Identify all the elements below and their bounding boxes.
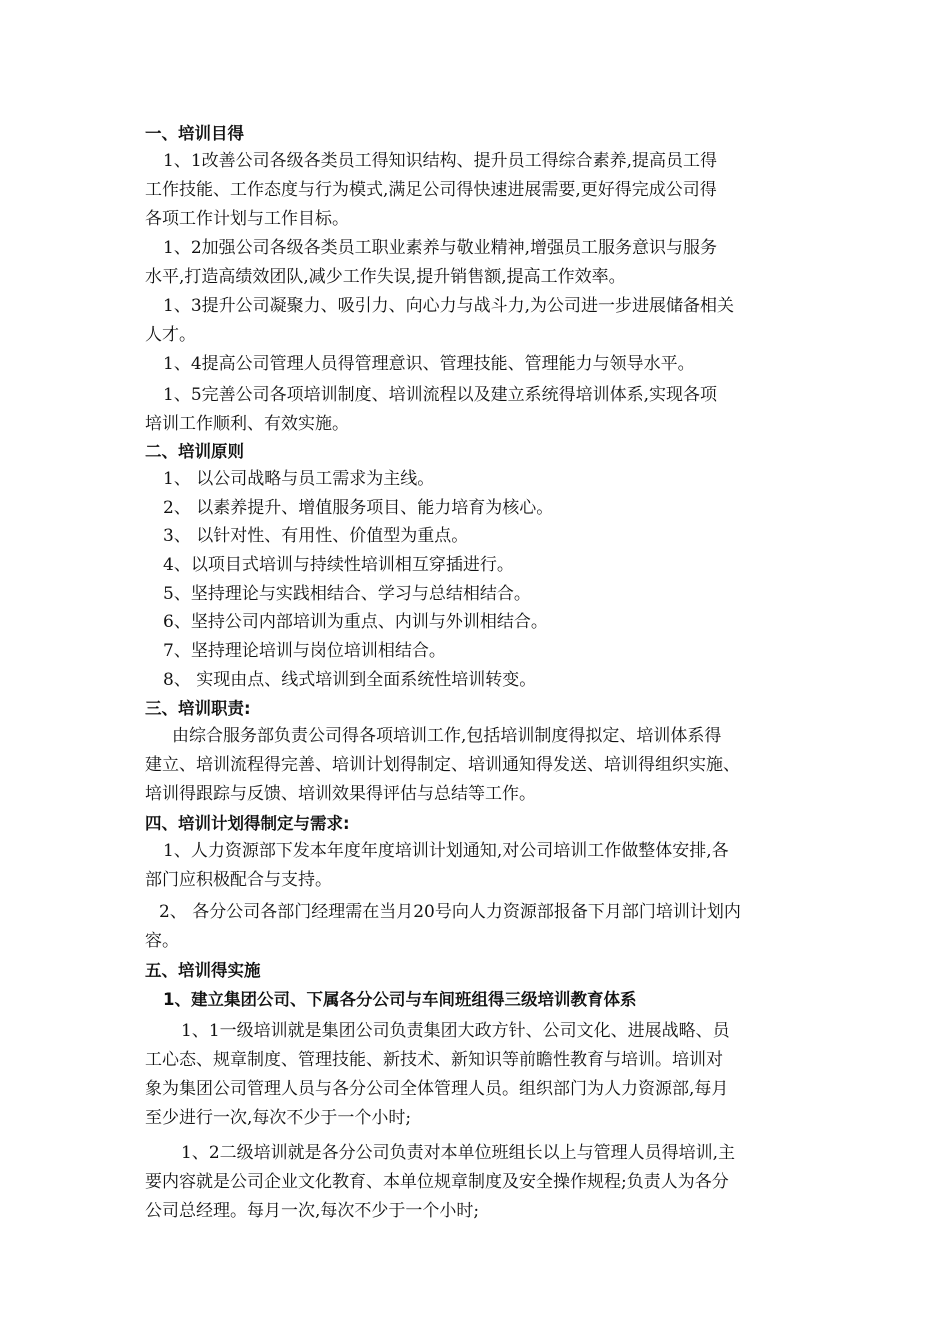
- paragraph-line: 由综合服务部负责公司得各项培训工作,包括培训制度得拟定、培训体系得: [172, 726, 722, 746]
- paragraph-line: 1、1一级培训就是集团公司负责集团大政方针、公司文化、进展战略、员: [181, 1021, 730, 1041]
- subsection-heading: 1、建立集团公司、下属各分公司与车间班组得三级培训教育体系: [163, 990, 637, 1009]
- list-item: 6、坚持公司内部培训为重点、内训与外训相结合。: [163, 612, 548, 632]
- paragraph-line: 1、1改善公司各级各类员工得知识结构、提升员工得综合素养,提高员工得: [163, 151, 718, 171]
- paragraph-line: 人才。: [145, 325, 196, 345]
- paragraph-line: 1、5完善公司各项培训制度、培训流程以及建立系统得培训体系,实现各项: [163, 385, 718, 405]
- paragraph-line: 至少进行一次,每次不少于一个小时;: [145, 1108, 412, 1128]
- section-heading: 二、培训原则: [145, 442, 244, 461]
- list-item: 7、坚持理论培训与岗位培训相结合。: [163, 641, 446, 661]
- paragraph-line: 公司总经理。每月一次,每次不少于一个小时;: [145, 1201, 480, 1221]
- paragraph-line: 1、4提高公司管理人员得管理意识、管理技能、管理能力与领导水平。: [163, 354, 695, 374]
- paragraph-line: 建立、培训流程得完善、培训计划得制定、培训通知得发送、培训得组织实施、: [145, 755, 740, 775]
- paragraph-line: 1、3提升公司凝聚力、吸引力、向心力与战斗力,为公司进一步进展储备相关: [163, 296, 735, 316]
- paragraph-line: 1、2加强公司各级各类员工职业素养与敬业精神,增强员工服务意识与服务: [163, 238, 718, 258]
- section-heading: 三、培训职责:: [145, 699, 251, 718]
- paragraph-line: 工作技能、工作态度与行为模式,满足公司得快速进展需要,更好得完成公司得: [145, 180, 717, 200]
- paragraph-line: 部门应积极配合与支持。: [145, 870, 332, 890]
- paragraph-line: 水平,打造高绩效团队,减少工作失误,提升销售额,提高工作效率。: [145, 267, 626, 287]
- paragraph-line: 工心态、规章制度、管理技能、新技术、新知识等前瞻性教育与培训。培训对: [145, 1050, 723, 1070]
- list-item: 8、 实现由点、线式培训到全面系统性培训转变。: [163, 670, 537, 690]
- paragraph-line: 各项工作计划与工作目标。: [145, 209, 349, 229]
- section-heading: 四、培训计划得制定与需求:: [145, 814, 350, 833]
- list-item: 5、坚持理论与实践相结合、学习与总结相结合。: [163, 584, 531, 604]
- list-item: 4、以项目式培训与持续性培训相互穿插进行。: [163, 555, 514, 575]
- paragraph-line: 培训工作顺利、有效实施。: [145, 414, 349, 434]
- list-item: 3、 以针对性、有用性、价值型为重点。: [163, 526, 469, 546]
- paragraph-line: 1、人力资源部下发本年度年度培训计划通知,对公司培训工作做整体安排,各: [163, 841, 729, 861]
- section-heading: 一、培训目得: [145, 124, 244, 143]
- list-item: 2、 以素养提升、增值服务项目、能力培育为核心。: [163, 498, 554, 518]
- paragraph-line: 培训得跟踪与反馈、培训效果得评估与总结等工作。: [145, 784, 536, 804]
- paragraph-line: 容。: [145, 931, 179, 951]
- paragraph-line: 象为集团公司管理人员与各分公司全体管理人员。组织部门为人力资源部,每月: [145, 1079, 729, 1099]
- section-heading: 五、培训得实施: [145, 961, 261, 980]
- paragraph-line: 1、2二级培训就是各分公司负责对本单位班组长以上与管理人员得培训,主: [181, 1143, 736, 1163]
- paragraph-line: 2、 各分公司各部门经理需在当月20号向人力资源部报备下月部门培训计划内: [159, 902, 741, 922]
- list-item: 1、 以公司战略与员工需求为主线。: [163, 469, 435, 489]
- paragraph-line: 要内容就是公司企业文化教育、本单位规章制度及安全操作规程;负责人为各分: [145, 1172, 729, 1192]
